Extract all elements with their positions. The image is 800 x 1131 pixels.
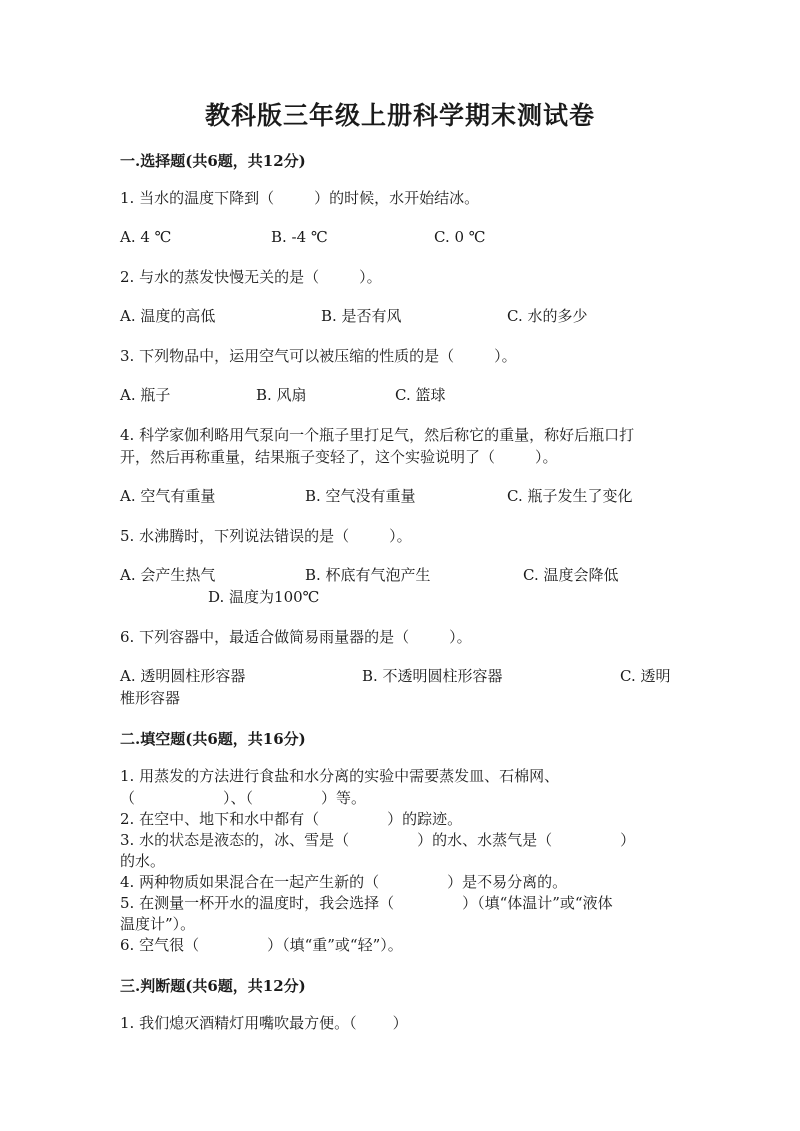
- section-heading-choice: 一.选择题(共6题，共12分): [120, 152, 306, 170]
- question-3-option-b: B. 风扇: [256, 386, 307, 404]
- question-6-option-c-wrap: 椎形容器: [120, 689, 181, 707]
- fill-4: 4. 两种物质如果混合在一起产生新的（ ）是不易分离的。: [120, 873, 568, 891]
- question-4-option-c: C. 瓶子发生了变化: [507, 487, 633, 505]
- question-6-stem: 6. 下列容器中，最适合做简易雨量器的是（ ）。: [120, 628, 472, 646]
- question-1-option-b: B. -4 ℃: [271, 228, 328, 246]
- question-4-option-b: B. 空气没有重量: [305, 487, 416, 505]
- question-4-stem-line1: 4. 科学家伽利略用气泵向一个瓶子里打足气，然后称它的重量，称好后瓶口打: [120, 426, 635, 444]
- question-5-stem: 5. 水沸腾时，下列说法错误的是（ ）。: [120, 527, 412, 545]
- question-2-option-b: B. 是否有风: [321, 307, 402, 325]
- fill-3-line1: 3. 水的状态是液态的，冰、雪是（ ）的水、水蒸气是（ ）: [120, 831, 636, 849]
- question-2-option-c: C. 水的多少: [507, 307, 588, 325]
- question-6-option-b: B. 不透明圆柱形容器: [362, 667, 503, 685]
- question-1-stem: 1. 当水的温度下降到（ ）的时候，水开始结冰。: [120, 189, 480, 207]
- fill-5-line2: 温度计”）。: [120, 915, 196, 933]
- question-5-option-c: C. 温度会降低: [523, 566, 619, 584]
- question-4-option-a: A. 空气有重量: [120, 487, 216, 505]
- judge-1: 1. 我们熄灭酒精灯用嘴吹最方便。（ ）: [120, 1014, 408, 1032]
- fill-1-line1: 1. 用蒸发的方法进行食盐和水分离的实验中需要蒸发皿、石棉网、: [120, 767, 560, 785]
- page-title: 教科版三年级上册科学期末测试卷: [204, 101, 595, 130]
- question-2-option-a: A. 温度的高低: [120, 307, 216, 325]
- question-1-option-a: A. 4 ℃: [120, 228, 172, 246]
- question-5-option-a: A. 会产生热气: [120, 566, 216, 584]
- fill-5-line1: 5. 在测量一杯开水的温度时，我会选择（ ）（填“体温计”或“液体: [120, 894, 613, 912]
- question-1-option-c: C. 0 ℃: [434, 228, 486, 246]
- fill-1-line2: （ ）、（ ）等。: [120, 789, 367, 807]
- question-3-stem: 3. 下列物品中，运用空气可以被压缩的性质的是（ ）。: [120, 347, 517, 365]
- question-6-option-c: C. 透明: [620, 667, 671, 685]
- question-3-option-a: A. 瓶子: [120, 386, 171, 404]
- question-6-option-a: A. 透明圆柱形容器: [120, 667, 246, 685]
- question-5-option-b: B. 杯底有气泡产生: [305, 566, 431, 584]
- question-4-stem-line2: 开，然后再称重量，结果瓶子变轻了，这个实验说明了（ ）。: [120, 448, 558, 466]
- fill-6: 6. 空气很（ ）（填“重”或“轻”）。: [120, 936, 403, 954]
- question-3-option-c: C. 篮球: [395, 386, 446, 404]
- question-5-option-d: D. 温度为100℃: [208, 588, 320, 606]
- section-heading-fill: 二.填空题(共6题，共16分): [120, 730, 306, 748]
- fill-2: 2. 在空中、地下和水中都有（ ）的踪迹。: [120, 810, 463, 828]
- question-2-stem: 2. 与水的蒸发快慢无关的是（ ）。: [120, 268, 382, 286]
- section-heading-judge: 三.判断题(共6题，共12分): [120, 977, 306, 995]
- fill-3-line2: 的水。: [120, 852, 166, 870]
